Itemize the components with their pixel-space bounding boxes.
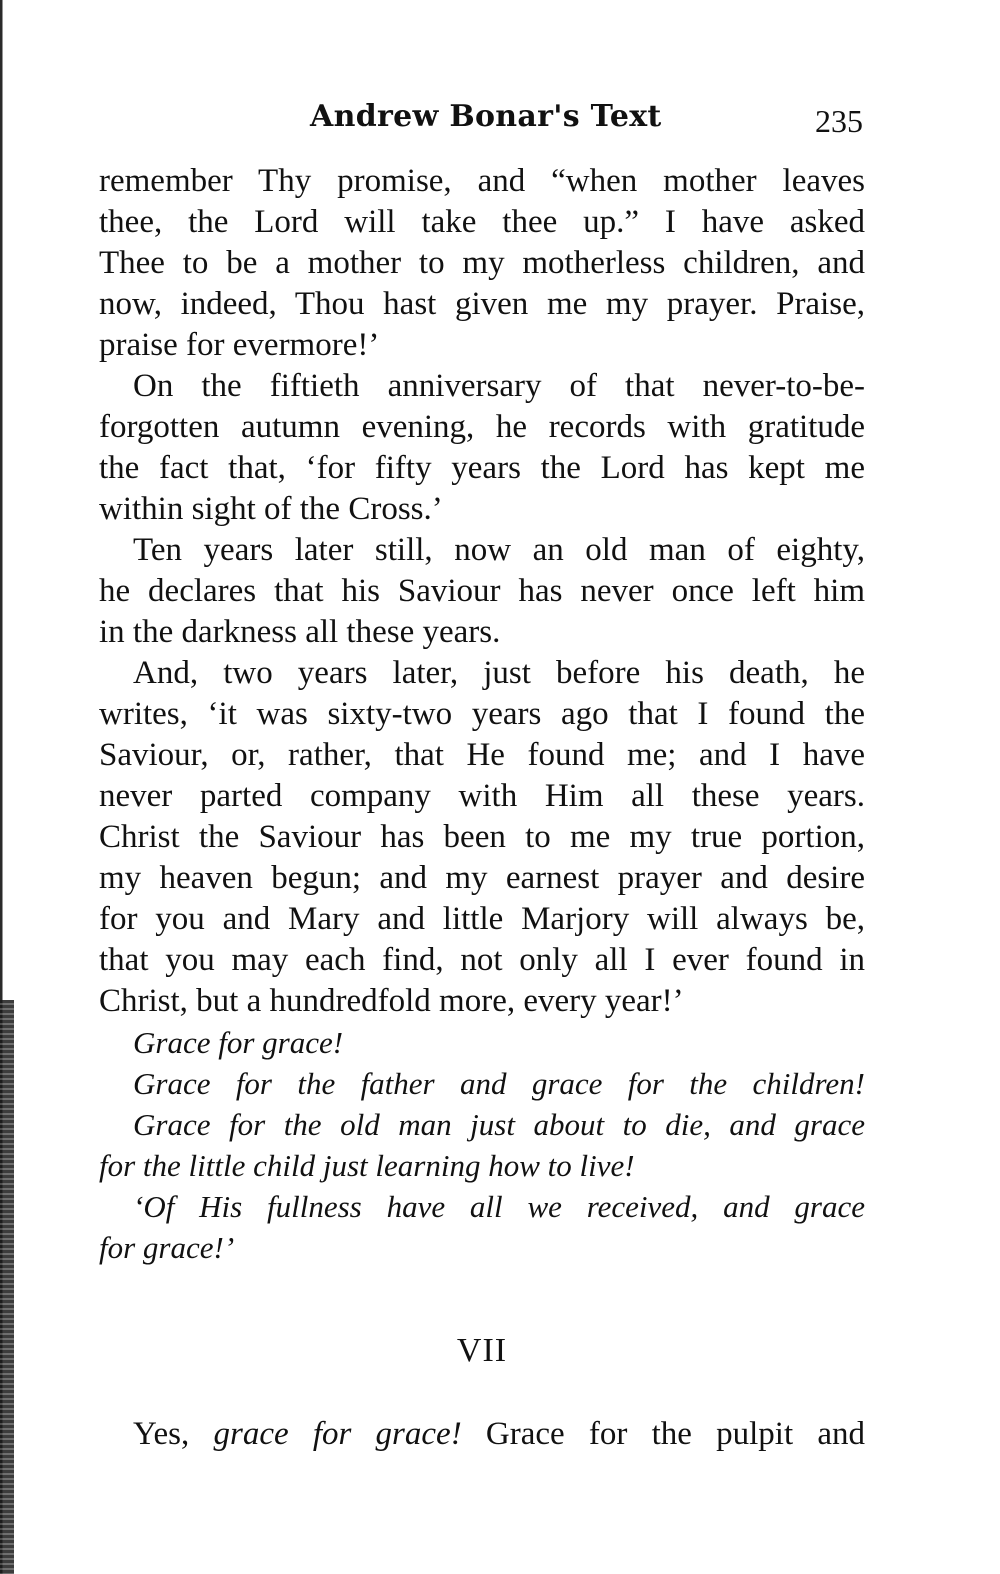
text-line: forgotten autumn evening, he records with gratitude: [99, 409, 865, 445]
page-binding-shadow: [0, 1000, 14, 1574]
text-line: that you may each find, not only all I ever found in: [99, 942, 865, 978]
text-line: for you and Mary and little Marjory will always be,: [99, 901, 865, 937]
paragraph-3: [99, 530, 865, 653]
text-run-italic: grace for grace!: [213, 1416, 462, 1452]
verse-line: Grace for the old man just about to die, and grace: [133, 1107, 865, 1142]
text-line: Christ, but a hundredfold more, every year!’: [99, 983, 684, 1019]
text-line: he declares that his Saviour has never once left him: [99, 573, 865, 609]
section-spacer: [99, 1378, 865, 1414]
verse-line: Grace for the father and grace for the children!: [133, 1066, 865, 1101]
verse-line: for the little child just learning how to live!: [99, 1148, 635, 1183]
verse-block: [99, 1022, 865, 1268]
text-line: Christ the Saviour has been to me my true portion,: [99, 819, 865, 855]
text-run: Yes,: [133, 1416, 214, 1452]
text-line: Saviour, or, rather, that He found me; and I have: [99, 737, 865, 773]
page-header: [0, 92, 1000, 142]
text-line: praise for evermore!’: [99, 327, 380, 363]
text-line: And, two years later, just before his death, he: [133, 655, 865, 691]
page-body: [99, 161, 865, 1455]
text-run: Grace for the pulpit and: [461, 1416, 865, 1452]
section-first-line: [99, 1414, 865, 1455]
text-line: Ten years later still, now an old man of eighty,: [133, 532, 865, 568]
verse-line: for grace!’: [99, 1230, 235, 1265]
text-line: Thee to be a mother to my motherless children, and: [99, 245, 865, 281]
section-heading: VII: [456, 1332, 508, 1369]
text-line: in the darkness all these years.: [99, 614, 501, 650]
section-spacer: [99, 1268, 865, 1323]
text-line: never parted company with Him all these years.: [99, 778, 865, 814]
text-line: writes, ‘it was sixty-two years ago that I found the: [99, 696, 865, 732]
verse-line: ‘Of His fullness have all we received, and grace: [133, 1189, 865, 1224]
paragraph-2: [99, 366, 865, 530]
text-line: remember Thy promise, and “when mother leaves: [99, 163, 865, 199]
page-number: 235: [815, 103, 863, 139]
text-line: On the fiftieth anniversary of that never-to-be-: [133, 368, 865, 404]
paragraph-4: [99, 653, 865, 1022]
text-line: my heaven begun; and my earnest prayer and desire: [99, 860, 865, 896]
paragraph-1: [99, 161, 865, 366]
text-line: thee, the Lord will take thee up.” I have asked: [99, 204, 865, 240]
verse-line: Grace for grace!: [133, 1025, 344, 1060]
text-line: now, indeed, Thou hast given me my prayer. Praise,: [99, 286, 865, 322]
running-title: Andrew Bonar's Text: [310, 99, 662, 134]
text-line: within sight of the Cross.’: [99, 491, 443, 527]
text-line: the fact that, ‘for fifty years the Lord has kept me: [99, 450, 865, 486]
